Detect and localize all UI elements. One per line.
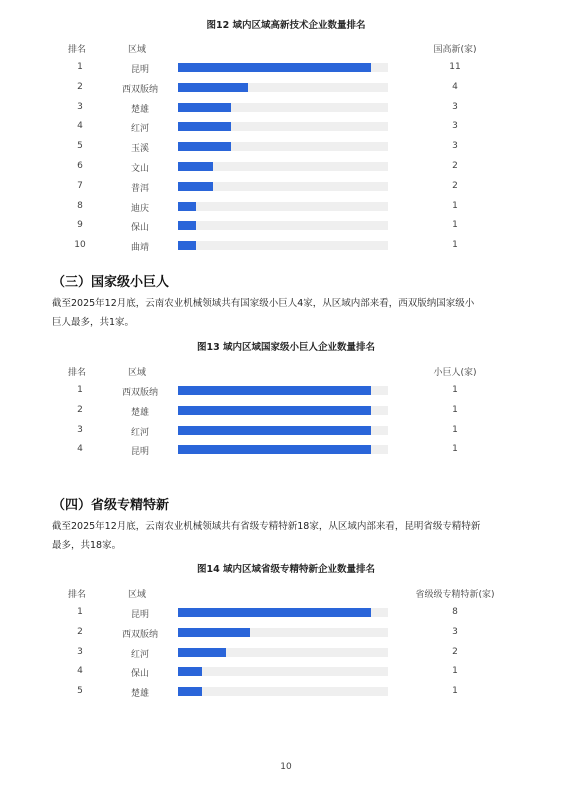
rank-cell: 9: [77, 220, 83, 231]
bar-fill: [178, 608, 371, 617]
bar-track: [178, 103, 388, 112]
bar-track: [178, 221, 388, 230]
figure-12-header-rank: 排名: [68, 45, 87, 55]
bar-fill: [178, 241, 196, 250]
bar-fill: [178, 221, 196, 230]
bar-track: [178, 608, 388, 617]
bar-fill: [178, 648, 226, 657]
bar-fill: [178, 426, 371, 435]
section-3-line-1: 截至2025年12月底，云南农业机械领域共有国家级小巨人4家，从区域内部来看，西双版纳国家级小: [52, 298, 475, 309]
rank-cell: 5: [77, 686, 83, 697]
bar-track: [178, 202, 388, 211]
value-cell: 2: [452, 161, 458, 171]
bar-track: [178, 628, 388, 637]
bar-track: [178, 182, 388, 191]
bar-track: [178, 83, 388, 92]
value-cell: 1: [452, 686, 458, 697]
bar-fill: [178, 386, 371, 395]
rank-cell: 3: [77, 424, 83, 435]
value-cell: 4: [452, 81, 458, 92]
rank-cell: 2: [77, 404, 83, 415]
value-cell: 11: [449, 62, 461, 72]
region-cell: 昆明: [130, 447, 149, 458]
bar-fill: [178, 162, 213, 171]
section-4-heading: （四）省级专精特新: [52, 498, 170, 513]
region-cell: 保山: [130, 223, 149, 234]
rank-cell: 5: [77, 141, 83, 152]
bar-track: [178, 122, 388, 131]
value-cell: 1: [452, 424, 458, 435]
region-cell: 红河: [130, 124, 149, 135]
figure-14-header-region: 区域: [128, 590, 147, 600]
figure-13-title: 图13 域内区域国家级小巨人企业数量排名: [196, 342, 376, 353]
figure-12-title: 图12 域内区域高新技术企业数量排名: [206, 20, 366, 31]
bar-fill: [178, 182, 213, 191]
section-4-line-1: 截至2025年12月底，云南农业机械领域共有省级专精特新18家，从区域内部来看，昆明省级专精特新: [52, 521, 481, 532]
bar-track: [178, 162, 388, 171]
figure-13-header-value: 小巨人(家): [433, 368, 477, 378]
bar-fill: [178, 445, 371, 454]
bar-track: [178, 426, 388, 435]
figure-13-header-rank: 排名: [68, 368, 87, 378]
bar-track: [178, 63, 388, 72]
section-3-paragraph: [52, 294, 522, 332]
region-cell: 昆明: [130, 65, 149, 75]
value-cell: 1: [452, 200, 458, 211]
region-cell: 红河: [130, 427, 149, 438]
rank-cell: 7: [77, 180, 83, 191]
rank-cell: 2: [77, 81, 83, 92]
section-3-heading: （三）国家级小巨人: [52, 275, 170, 290]
bar-track: [178, 241, 388, 250]
value-cell: 2: [452, 180, 458, 191]
section-4-paragraph: [52, 517, 522, 555]
bar-fill: [178, 103, 231, 112]
region-cell: 昆明: [130, 610, 149, 620]
section-3-line-2: 巨人最多，共1家。: [52, 317, 135, 328]
region-cell: 楚雄: [130, 104, 149, 115]
bar-fill: [178, 202, 196, 211]
figure-14-title: 图14 域内区域省级专精特新企业数量排名: [196, 564, 376, 575]
section-4-line-2: 最多，共18家。: [52, 540, 122, 551]
bar-fill: [178, 142, 231, 151]
figure-12-header-region: 区域: [128, 45, 147, 55]
bar-track: [178, 687, 388, 696]
rank-cell: 10: [74, 240, 86, 251]
region-cell: 普洱: [130, 183, 149, 194]
figure-14-header-value: 省级级专精特新(家): [415, 590, 495, 600]
rank-cell: 1: [77, 62, 83, 72]
bar-track: [178, 667, 388, 676]
region-cell: 玉溪: [130, 144, 149, 155]
bar-track: [178, 142, 388, 151]
value-cell: 3: [452, 626, 458, 637]
bar-fill: [178, 406, 371, 415]
bar-fill: [178, 628, 250, 637]
region-cell: 保山: [130, 669, 149, 680]
region-cell: 文山: [130, 164, 149, 174]
region-cell: 曲靖: [130, 243, 149, 254]
bar-fill: [178, 83, 248, 92]
region-cell: 楚雄: [130, 407, 149, 418]
region-cell: 西双版纳: [121, 84, 158, 95]
region-cell: 楚雄: [130, 689, 149, 700]
figure-14-header-rank: 排名: [68, 590, 87, 600]
bar-track: [178, 648, 388, 657]
bar-fill: [178, 667, 202, 676]
rank-cell: 3: [77, 646, 83, 657]
bar-track: [178, 386, 388, 395]
value-cell: 1: [452, 220, 458, 231]
bar-fill: [178, 122, 231, 131]
figure-13-header-region: 区域: [128, 368, 147, 378]
rank-cell: 1: [77, 607, 83, 617]
bar-track: [178, 406, 388, 415]
rank-cell: 3: [77, 101, 83, 112]
value-cell: 2: [452, 646, 458, 657]
rank-cell: 4: [77, 121, 83, 132]
page-number: 10: [280, 762, 292, 772]
value-cell: 1: [452, 404, 458, 415]
figure-12-header-value: 国高新(家): [433, 45, 477, 55]
value-cell: 3: [452, 121, 458, 132]
bar-track: [178, 445, 388, 454]
rank-cell: 2: [77, 626, 83, 637]
value-cell: 3: [452, 101, 458, 112]
bar-fill: [178, 687, 202, 696]
value-cell: 3: [452, 141, 458, 152]
bar-fill: [178, 63, 371, 72]
rank-cell: 8: [77, 200, 83, 211]
value-cell: 8: [452, 607, 458, 617]
rank-cell: 4: [77, 444, 83, 455]
value-cell: 1: [452, 385, 458, 395]
value-cell: 1: [452, 666, 458, 677]
rank-cell: 1: [77, 385, 83, 395]
value-cell: 1: [452, 444, 458, 455]
region-cell: 西双版纳: [121, 629, 158, 640]
region-cell: 红河: [130, 649, 149, 660]
value-cell: 1: [452, 240, 458, 251]
rank-cell: 6: [77, 161, 83, 171]
region-cell: 迪庆: [130, 203, 149, 214]
region-cell: 西双版纳: [121, 388, 158, 398]
rank-cell: 4: [77, 666, 83, 677]
